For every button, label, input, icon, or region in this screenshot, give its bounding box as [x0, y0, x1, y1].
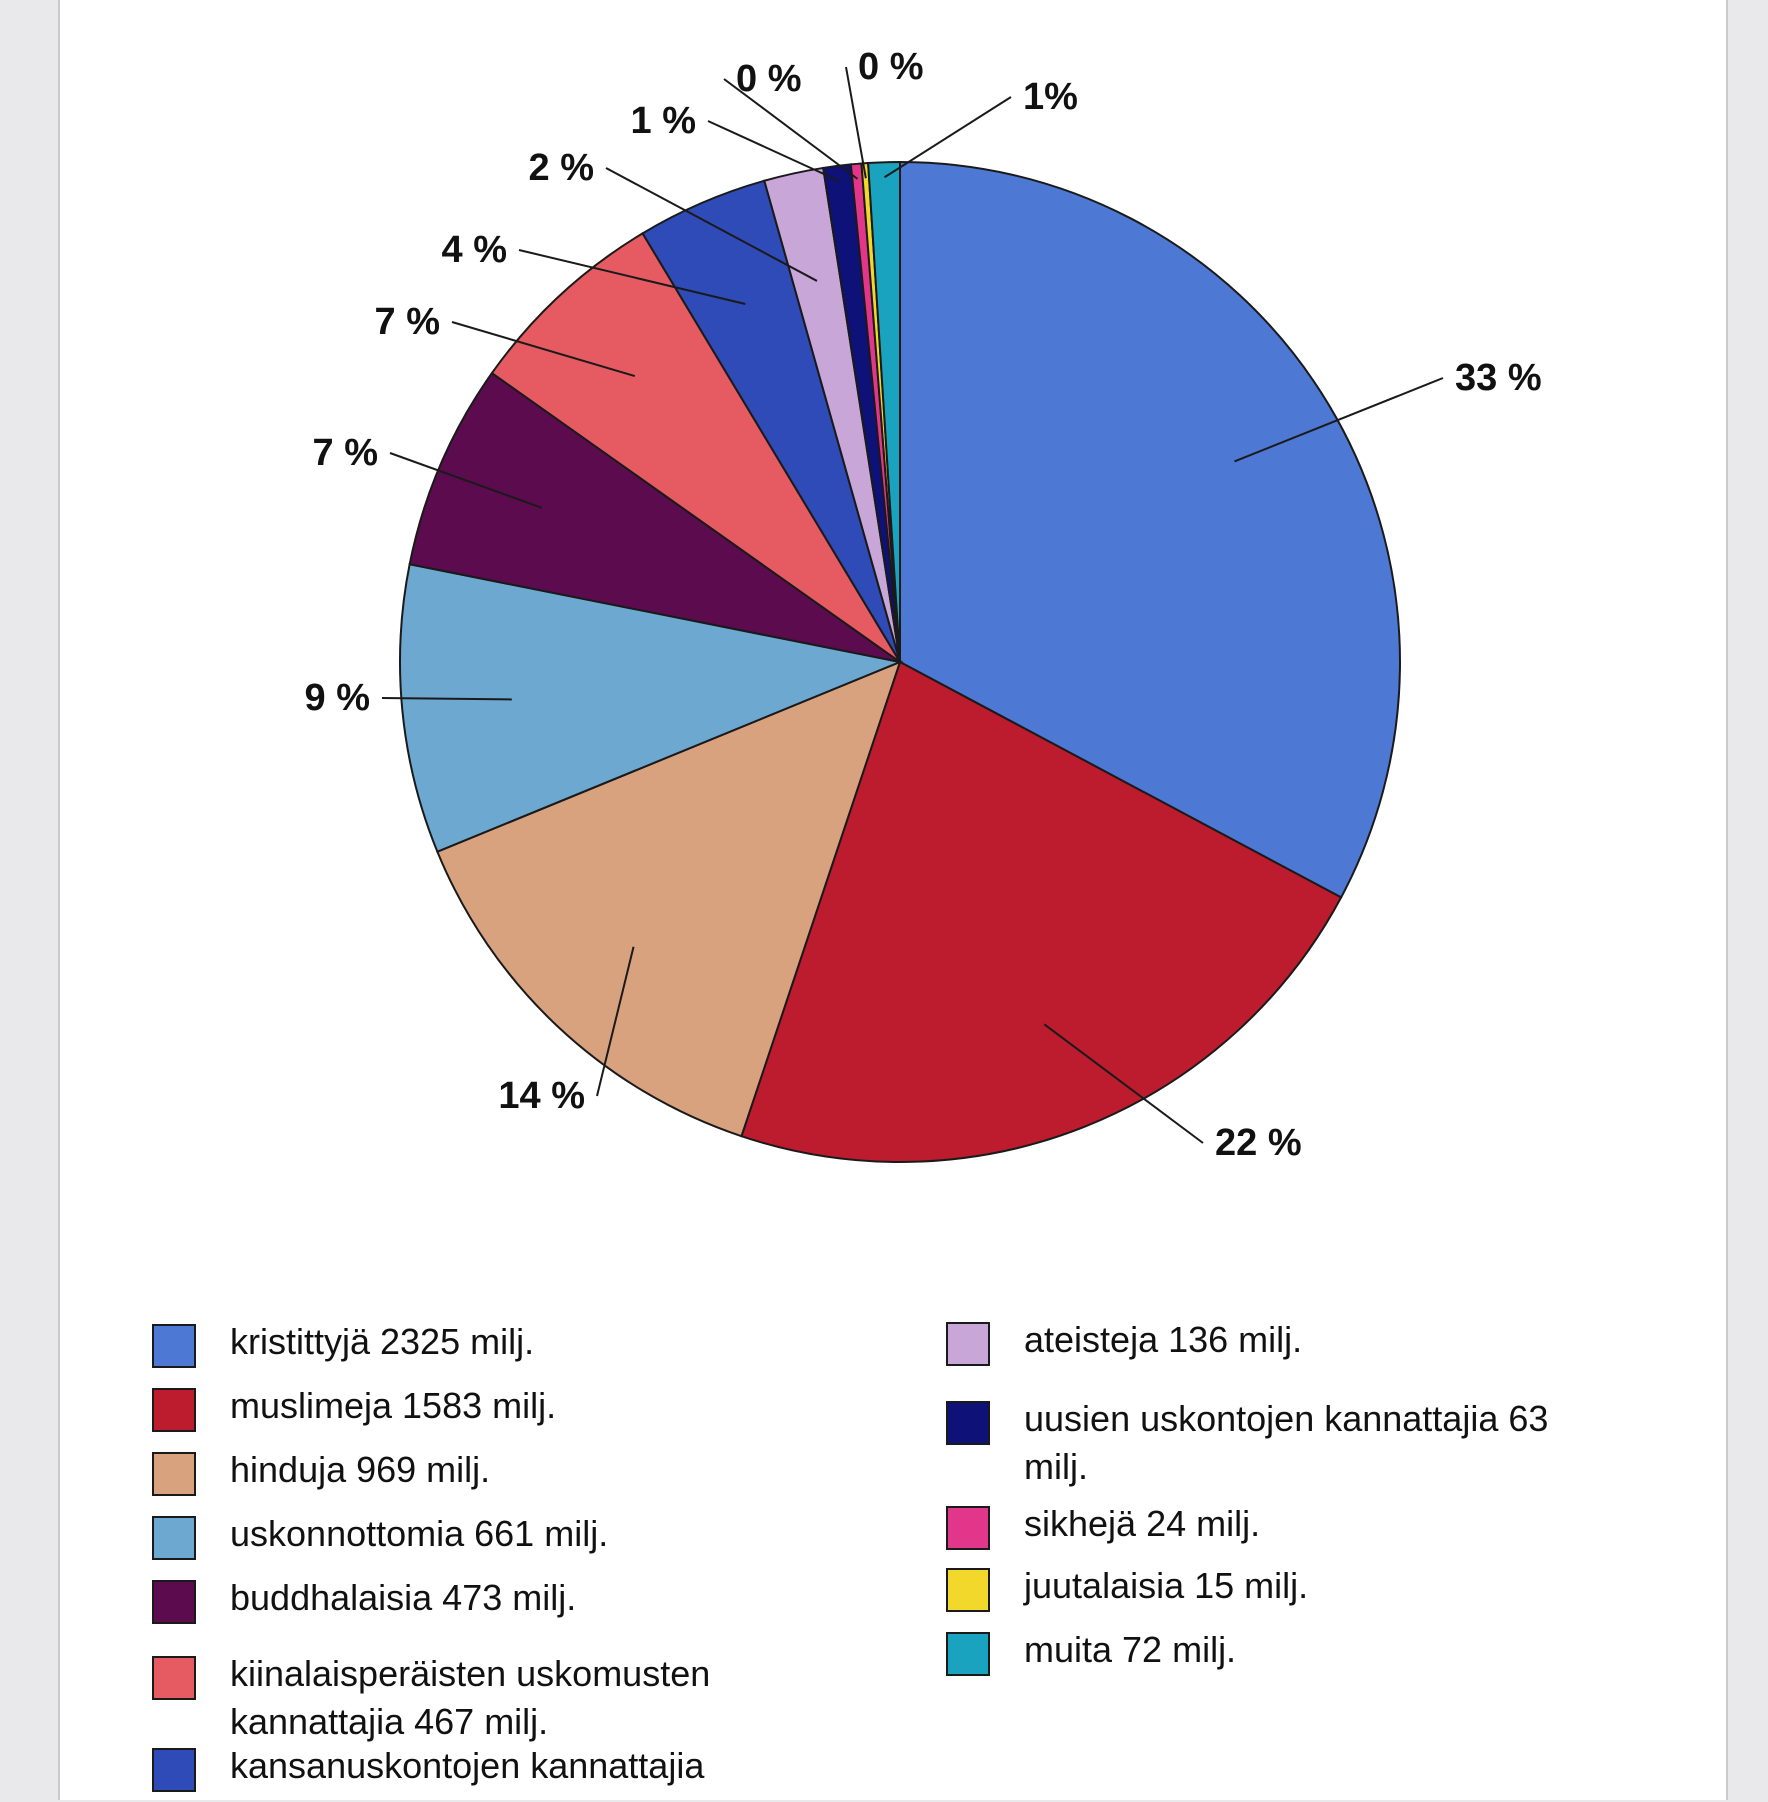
percent-label: 2 % [528, 147, 594, 189]
percent-label: 33 % [1455, 357, 1542, 399]
legend-swatch [152, 1656, 196, 1700]
legend-label: uskonnottomia 661 milj. [230, 1513, 609, 1554]
percent-label: 4 % [441, 229, 507, 271]
legend-label: sikhejä 24 milj. [1024, 1503, 1261, 1544]
percent-label: 1 % [630, 100, 696, 142]
percent-label: 7 % [374, 301, 440, 343]
legend-label: ateisteja 136 milj. [1024, 1319, 1303, 1360]
legend-label: kiinalaisperäisten uskomusten kannattajia 467 milj. [230, 1653, 711, 1742]
legend-label: muslimeja 1583 milj. [230, 1385, 557, 1426]
percent-label: 22 % [1215, 1122, 1302, 1164]
legend-label: hinduja 969 milj. [230, 1449, 491, 1490]
legend-label: uusien uskontojen kannattajia 63 milj. [1024, 1398, 1549, 1487]
percent-label: 0 % [858, 46, 924, 88]
legend-swatch [946, 1568, 990, 1612]
chart-page [58, 0, 1728, 1800]
legend-swatch [152, 1388, 196, 1432]
legend-label: muita 72 milj. [1024, 1629, 1237, 1670]
legend-label: juutalaisia 15 milj. [1024, 1565, 1309, 1606]
legend-label: buddhalaisia 473 milj. [230, 1577, 577, 1618]
legend-label: kristittyjä 2325 milj. [230, 1321, 535, 1362]
legend-swatch [152, 1516, 196, 1560]
percent-label: 14 % [498, 1075, 585, 1117]
percent-label: 7 % [312, 432, 378, 474]
legend-swatch [152, 1324, 196, 1368]
legend-swatch [152, 1748, 196, 1792]
pie-slices [400, 162, 1400, 1162]
percent-label: 0 % [736, 58, 802, 100]
legend-swatch [152, 1452, 196, 1496]
legend-swatch [946, 1506, 990, 1550]
percent-label: 9 % [304, 677, 370, 719]
legend-swatch [946, 1632, 990, 1676]
legend-swatch [946, 1322, 990, 1366]
legend-label: kansanuskontojen kannattajia [230, 1745, 705, 1786]
percent-label: 1% [1023, 76, 1078, 118]
legend-swatch [946, 1401, 990, 1445]
legend-swatch [152, 1580, 196, 1624]
